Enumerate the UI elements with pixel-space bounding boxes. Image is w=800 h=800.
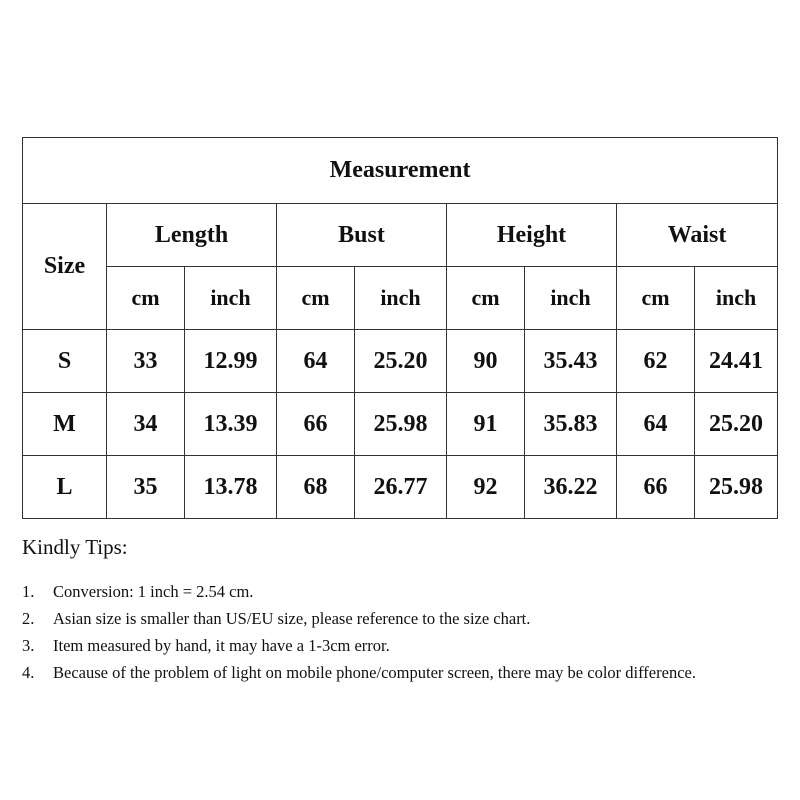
- tip-number: 3.: [22, 636, 35, 655]
- table-cell: 13.39: [185, 393, 277, 456]
- size-cell: S: [23, 330, 107, 393]
- table-cell: 25.20: [695, 393, 778, 456]
- unit-header-row: [23, 267, 778, 330]
- unit-header: cm: [617, 267, 695, 330]
- table-cell: 64: [277, 330, 355, 393]
- table-cell: 25.20: [355, 330, 447, 393]
- group-header-row: [23, 204, 778, 267]
- table-cell: 91: [447, 393, 525, 456]
- table-cell: 66: [617, 456, 695, 519]
- unit-header: inch: [525, 267, 617, 330]
- group-header-length: Length: [107, 204, 277, 267]
- unit-header: inch: [185, 267, 277, 330]
- table-cell: 64: [617, 393, 695, 456]
- table-cell: 33: [107, 330, 185, 393]
- group-header-waist: Waist: [617, 204, 778, 267]
- table-cell: 34: [107, 393, 185, 456]
- tip-item: [22, 578, 762, 605]
- table-cell: 62: [617, 330, 695, 393]
- tip-item: [22, 659, 762, 686]
- unit-header: cm: [277, 267, 355, 330]
- tips-title: Kindly Tips:: [22, 535, 128, 559]
- table-title-row: [23, 138, 778, 204]
- table-cell: 12.99: [185, 330, 277, 393]
- size-column-header: Size: [23, 204, 107, 330]
- tip-text: Item measured by hand, it may have a 1-3cm error.: [53, 636, 390, 655]
- table-cell: 66: [277, 393, 355, 456]
- table-cell: 35.43: [525, 330, 617, 393]
- table-row-s: [23, 330, 778, 393]
- table-cell: 35: [107, 456, 185, 519]
- table-cell: 26.77: [355, 456, 447, 519]
- unit-header: inch: [355, 267, 447, 330]
- unit-header: cm: [107, 267, 185, 330]
- group-header-height: Height: [447, 204, 617, 267]
- table-cell: 90: [447, 330, 525, 393]
- table-row-m: [23, 393, 778, 456]
- table-cell: 13.78: [185, 456, 277, 519]
- tip-number: 1.: [22, 582, 35, 601]
- tip-text: Asian size is smaller than US/EU size, please reference to the size chart.: [53, 609, 531, 628]
- size-cell: L: [23, 456, 107, 519]
- table-row-l: [23, 456, 778, 519]
- size-cell: M: [23, 393, 107, 456]
- table-cell: 36.22: [525, 456, 617, 519]
- table-cell: 24.41: [695, 330, 778, 393]
- unit-header: inch: [695, 267, 778, 330]
- unit-header: cm: [447, 267, 525, 330]
- tip-number: 4.: [22, 663, 35, 682]
- table-cell: 25.98: [355, 393, 447, 456]
- table-cell: 25.98: [695, 456, 778, 519]
- group-header-bust: Bust: [277, 204, 447, 267]
- tip-item: [22, 632, 762, 659]
- tip-item: [22, 605, 762, 632]
- size-chart-table: [22, 137, 778, 519]
- tip-number: 2.: [22, 609, 35, 628]
- tip-text: Because of the problem of light on mobile phone/computer screen, there may be color difference.: [53, 663, 696, 682]
- table-cell: 35.83: [525, 393, 617, 456]
- tips-list: [22, 578, 762, 686]
- table-title: Measurement: [23, 138, 778, 204]
- tip-text: Conversion: 1 inch = 2.54 cm.: [53, 582, 254, 601]
- table-cell: 92: [447, 456, 525, 519]
- table-cell: 68: [277, 456, 355, 519]
